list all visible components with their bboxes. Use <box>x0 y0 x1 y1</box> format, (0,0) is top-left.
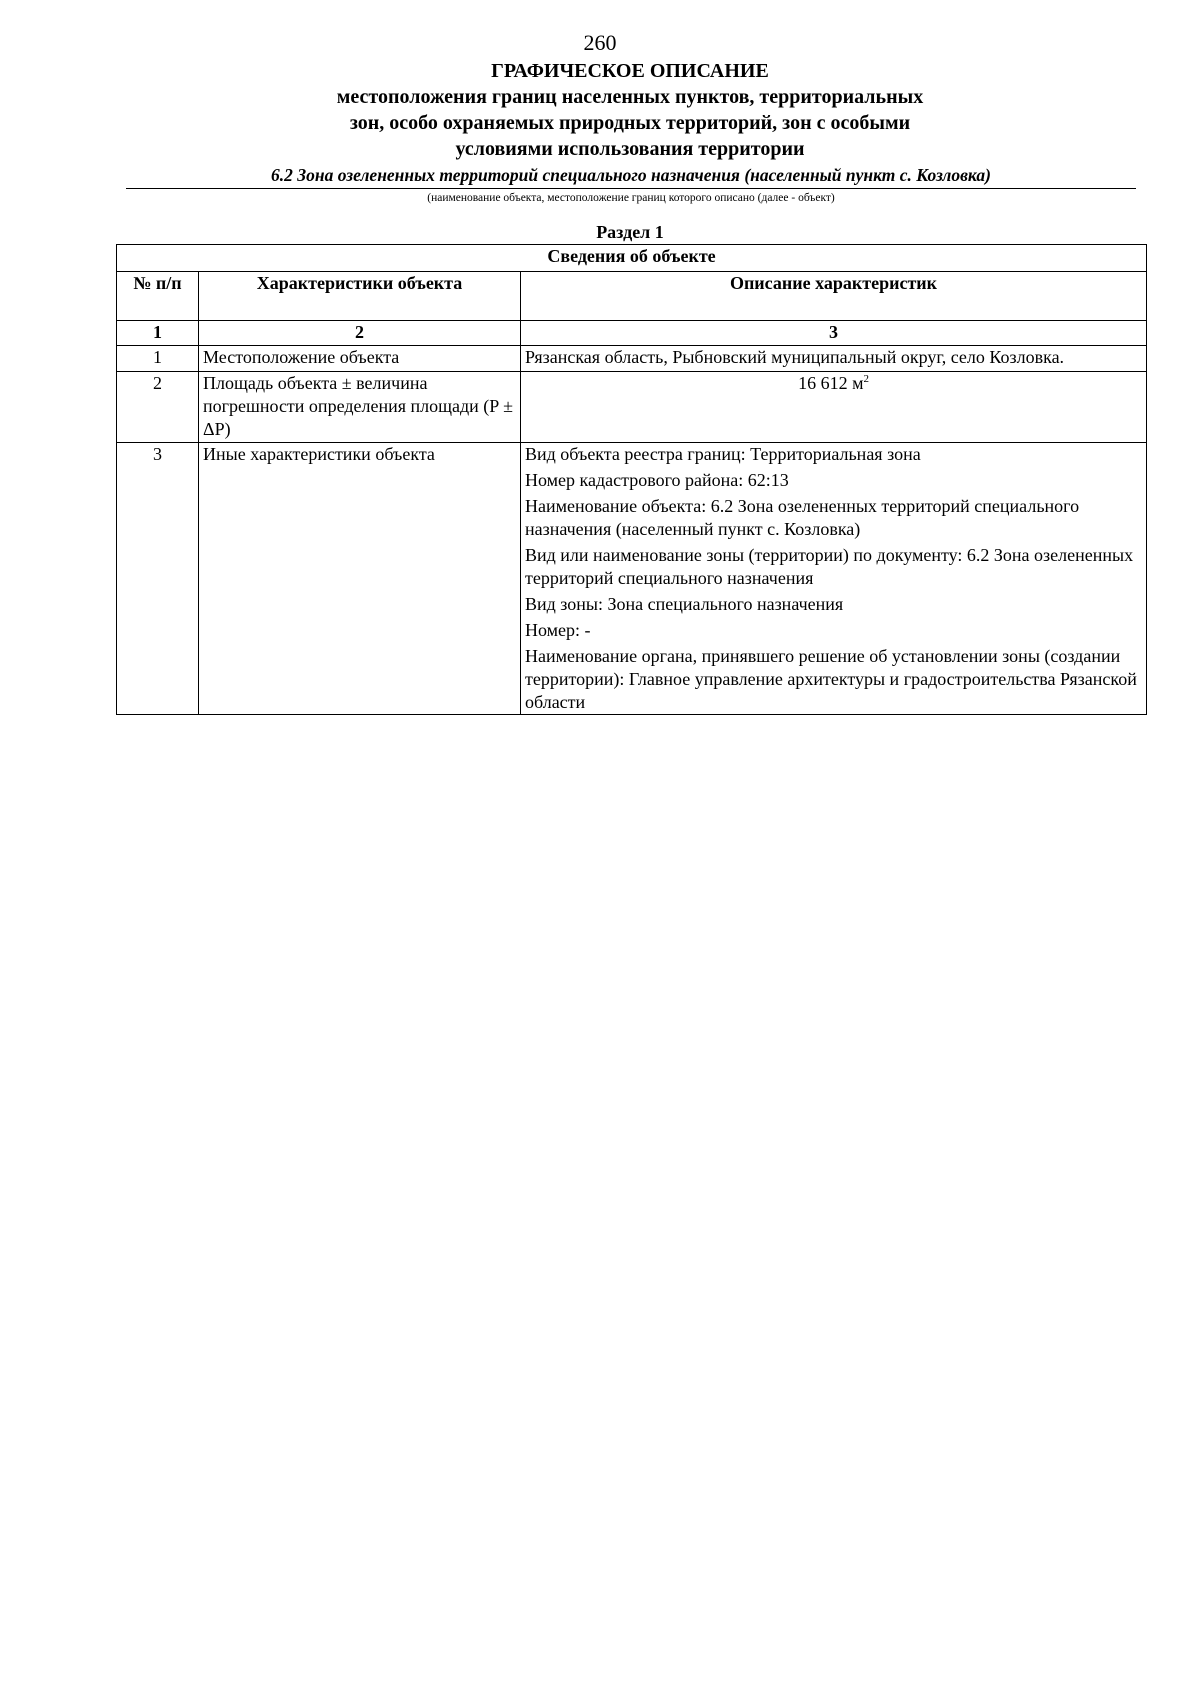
row-description-list <box>521 443 1147 715</box>
row-number: 1 <box>117 346 199 372</box>
table-row <box>117 443 1147 715</box>
object-name: 6.2 Зона озелененных территорий специального назначения (населенный пункт с. Козловка) <box>271 165 991 185</box>
description-line: Номер кадастрового района: 62:13 <box>525 470 789 490</box>
object-name-underline <box>126 188 1136 189</box>
row-characteristic: Местоположение объекта <box>199 346 521 372</box>
description-line: Вид объекта реестра границ: Территориальная зона <box>525 444 921 464</box>
column-number-row <box>117 321 1147 346</box>
document-title: ГРАФИЧЕСКОЕ ОПИСАНИЕ <box>491 60 769 82</box>
object-name-caption: (наименование объекта, местоположение границ которого описано (далее - объект) <box>427 192 835 204</box>
row-description: Рязанская область, Рыбновский муниципальный округ, село Козловка. <box>521 346 1147 372</box>
object-info-table <box>116 244 1147 715</box>
row-characteristic: Иные характеристики объекта <box>199 443 521 715</box>
document-subtitle-line-1: местоположения границ населенных пунктов, территориальных <box>336 86 924 108</box>
description-line: Номер: - <box>525 620 591 640</box>
area-value: 16 612 м <box>798 373 864 393</box>
column-header-characteristic: Характеристики объекта <box>199 272 521 321</box>
row-area-value <box>521 372 1147 443</box>
table-caption: Сведения об объекте <box>117 245 1147 272</box>
document-title-block <box>120 58 1140 162</box>
row-number: 3 <box>117 443 199 715</box>
document-subtitle-line-2: зон, особо охраняемых природных территорий, зон с особыми <box>349 112 911 134</box>
section-title: Раздел 1 <box>596 222 664 242</box>
column-header-description: Описание характеристик <box>521 272 1147 321</box>
table-header-row <box>117 272 1147 321</box>
column-number-2: 2 <box>199 321 521 346</box>
table-row <box>117 346 1147 372</box>
description-line: Вид или наименование зоны (территории) по документу: 6.2 Зона озелененных территорий специального назначения <box>525 545 1134 588</box>
page-number: 260 <box>583 30 617 55</box>
table-row <box>117 372 1147 443</box>
description-line: Наименование органа, принявшего решение об установлении зоны (создании территории): Главное управление архитектуры и градостроительства Рязанской области <box>525 646 1137 712</box>
column-number-3: 3 <box>521 321 1147 346</box>
row-number: 2 <box>117 372 199 443</box>
table-caption-row <box>117 245 1147 272</box>
area-unit-power: 2 <box>863 373 869 385</box>
description-line: Вид зоны: Зона специального назначения <box>525 594 844 614</box>
column-header-num: № п/п <box>117 272 199 321</box>
description-line: Наименование объекта: 6.2 Зона озелененных территорий специального назначения (населенный пункт с. Козловка) <box>525 496 1080 539</box>
document-subtitle-line-3: условиями использования территории <box>455 138 805 160</box>
column-number-1: 1 <box>117 321 199 346</box>
row-characteristic: Площадь объекта ± величина погрешности определения площади (P ± ΔP) <box>199 372 521 443</box>
